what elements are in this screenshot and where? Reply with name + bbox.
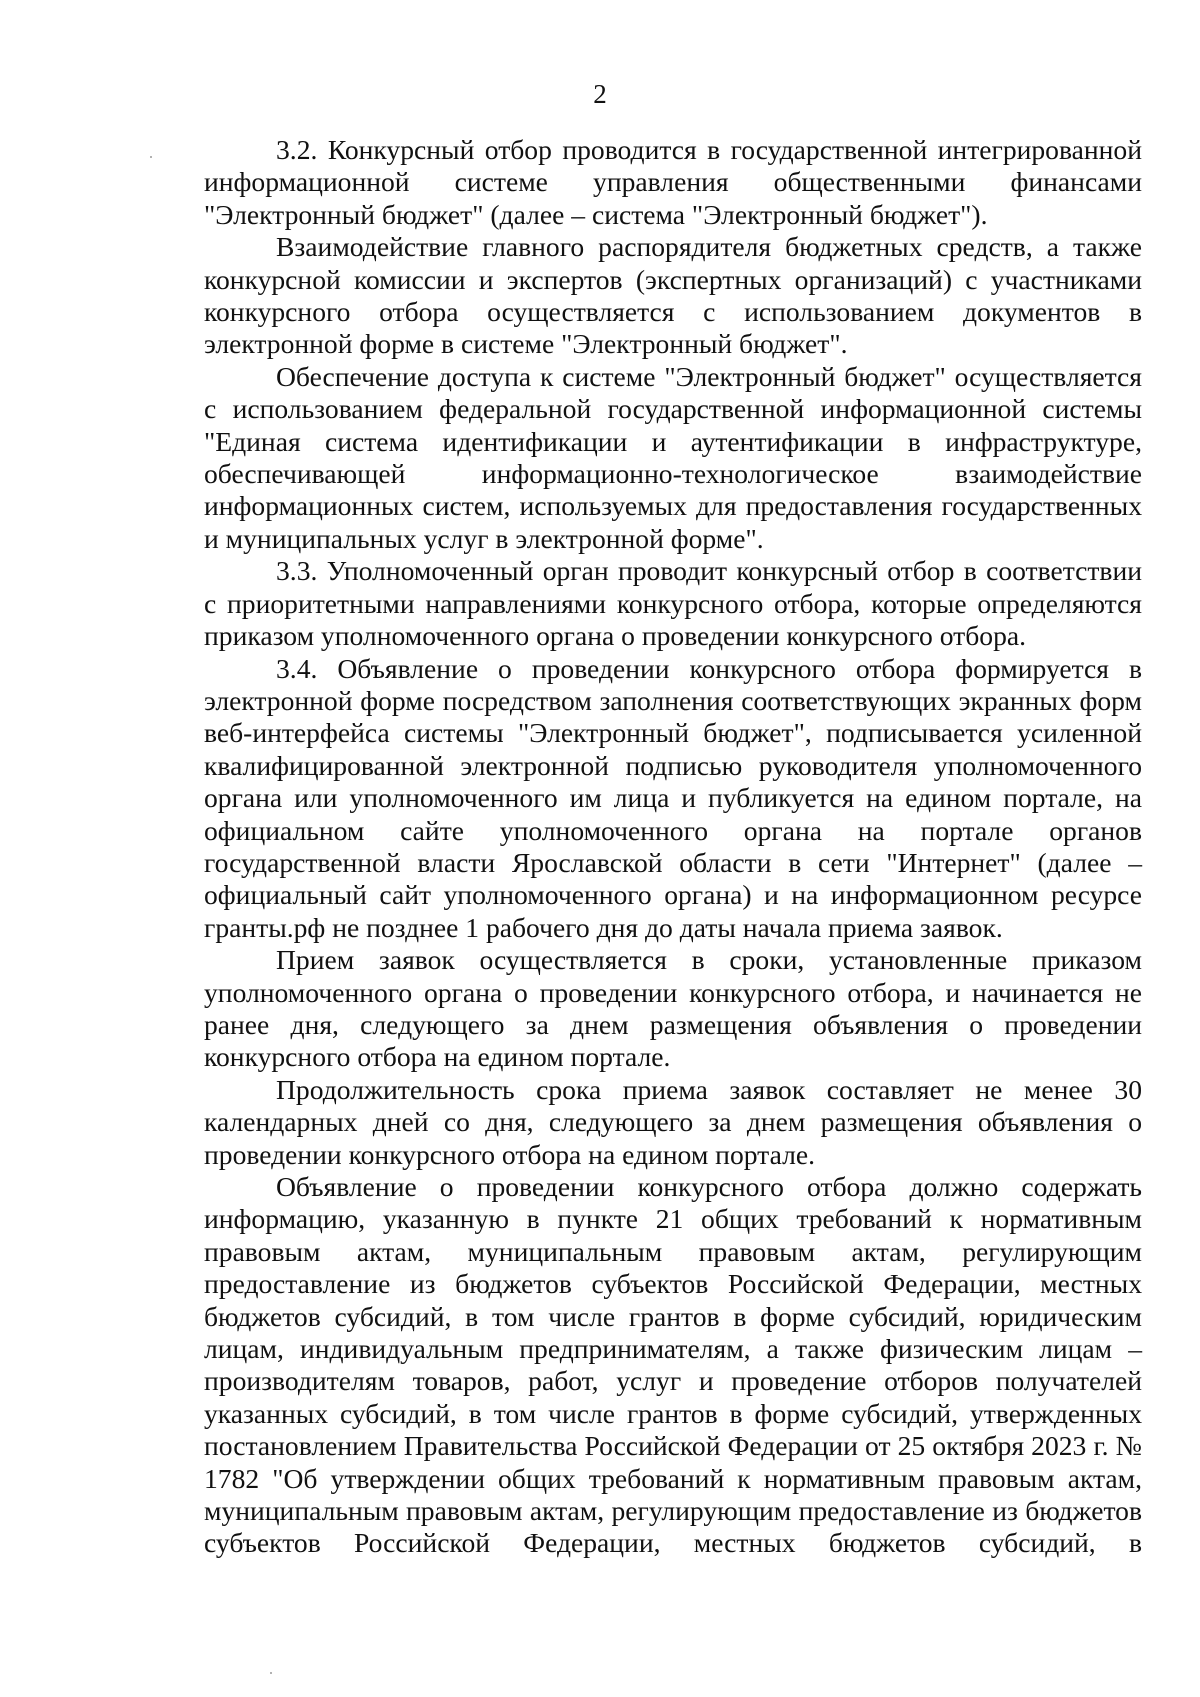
- scan-speck: [150, 156, 152, 158]
- document-body: [204, 134, 1142, 1560]
- paragraph-access: Обеспечение доступа к системе "Электронный бюджет" осуществляется с использованием федеральной государственной информационной системы "Единая система идентификации и аутентификации в инфраструктуре, обеспечивающей информационно-технологическое взаимодействие информационных систем, используемых для предоставления государственных и муниципальных услуг в электронной форме".: [204, 360, 1142, 554]
- paragraph-3-4: 3.4. Объявление о проведении конкурсного отбора формируется в электронной форме посредством заполнения соответствующих экранных форм веб-интерфейса системы "Электронный бюджет", подписывается усиленной квалифицированной электронной подписью руководителя уполномоченного органа или уполномоченного им лица и публикуется на едином портале, на официальном сайте уполномоченного органа на портале органов государственной власти Ярославской области в сети "Интернет" (далее – официальный сайт уполномоченного органа) и на информационном ресурсе гранты.рф не позднее 1 рабочего дня до даты начала приема заявок.: [204, 652, 1142, 943]
- paragraph-3-2: 3.2. Конкурсный отбор проводится в государственной интегрированной информационной системе управления общественными финансами "Электронный бюджет" (далее – система "Электронный бюджет").: [204, 134, 1142, 230]
- scan-speck: [270, 1672, 272, 1674]
- paragraph-announcement-content: Объявление о проведении конкурсного отбора должно содержать информацию, указанную в пункте 21 общих требований к нормативным правовым актам, муниципальным правовым актам, регулирующим предоставление из бюджетов субъектов Российской Федерации, местных бюджетов субсидий, в том числе грантов в форме субсидий, юридическим лицам, индивидуальным предпринимателям, а также физическим лицам – производителям товаров, работ, услуг и проведение отборов получателей указанных субсидий, в том числе грантов в форме субсидий, утвержденных постановлением Правительства Российской Федерации от 25 октября 2023 г. № 1782 "Об утверждении общих требований к нормативным правовым актам, муниципальным правовым актам, регулирующим предоставление из бюджетов субъектов Российской Федерации, местных бюджетов субсидий, в: [204, 1171, 1142, 1559]
- paragraph-application-period: Прием заявок осуществляется в сроки, установленные приказом уполномоченного органа о проведении конкурсного отбора, и начинается не ранее дня, следующего за днем размещения объявления о проведении конкурсного отбора на едином портале.: [204, 944, 1142, 1073]
- paragraph-duration: Продолжительность срока приема заявок составляет не менее 30 календарных дней со дня, следующего за днем размещения объявления о проведении конкурсного отбора на едином портале.: [204, 1073, 1142, 1170]
- page-number: 2: [593, 79, 607, 109]
- paragraph-3-3: 3.3. Уполномоченный орган проводит конкурсный отбор в соответствии с приоритетными направлениями конкурсного отбора, которые определяются приказом уполномоченного органа о проведении конкурсного отбора.: [204, 555, 1142, 652]
- paragraph-interaction: Взаимодействие главного распорядителя бюджетных средств, а также конкурсной комиссии и экспертов (экспертных организаций) с участниками конкурсного отбора осуществляется с использованием документов в электронной форме в системе "Электронный бюджет".: [204, 231, 1142, 360]
